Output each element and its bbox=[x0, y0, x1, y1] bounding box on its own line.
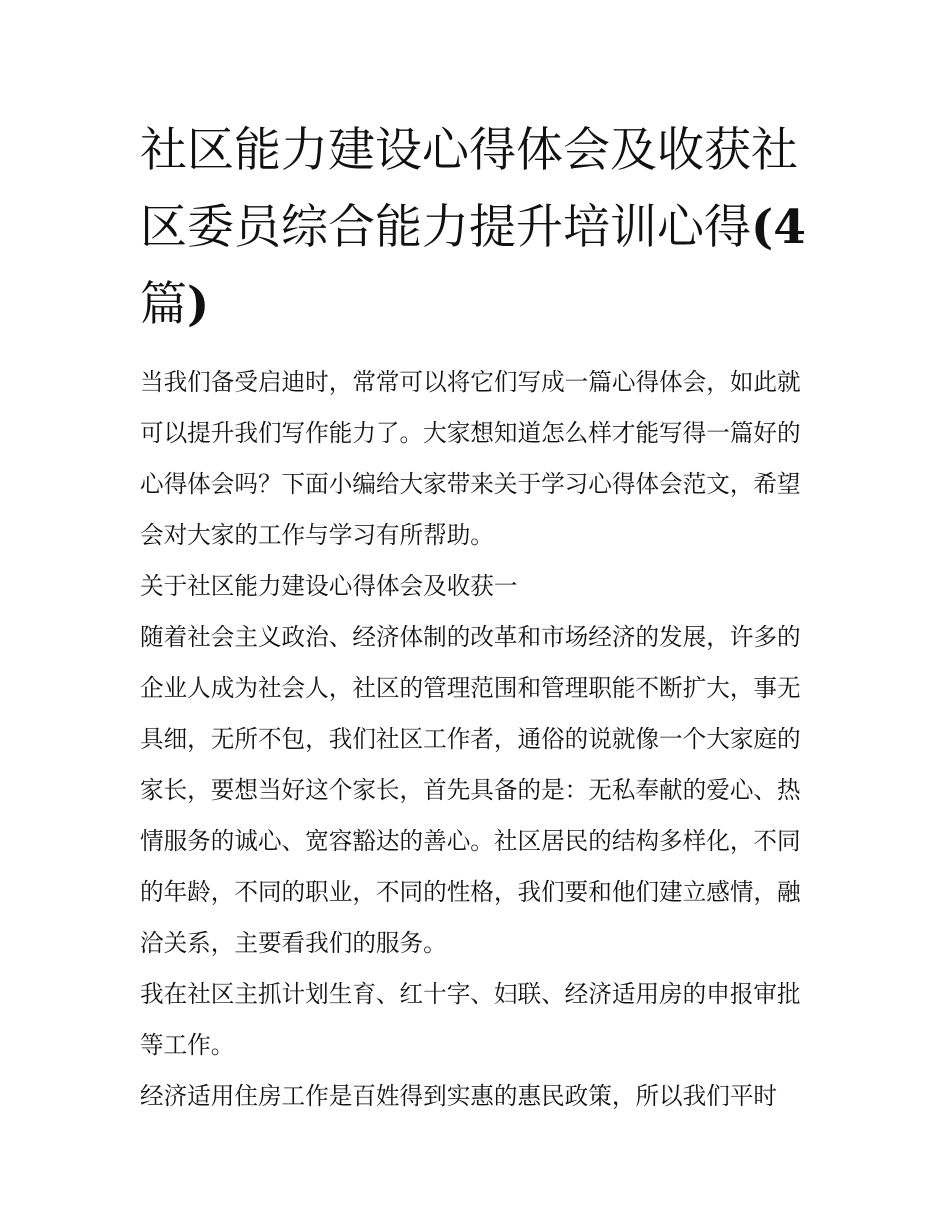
title-count-open: (4 bbox=[751, 200, 806, 255]
body-paragraph: 我在社区主抓计划生育、红十字、妇联、经济适用房的申报审批等工作。 bbox=[140, 980, 801, 1059]
title-count-word: 篇 bbox=[140, 277, 187, 332]
document-page bbox=[140, 112, 815, 1122]
title-count-close: ) bbox=[187, 277, 210, 332]
section-heading: 关于社区能力建设心得体会及收获一 bbox=[140, 572, 518, 600]
title-main-text: 社区能力建设心得体会及收获社区委员综合能力提升培训心得 bbox=[140, 123, 798, 255]
document-title bbox=[140, 112, 815, 343]
body-paragraph: 经济适用住房工作是百姓得到实惠的惠民政策，所以我们平时 bbox=[140, 1082, 778, 1110]
intro-paragraph: 当我们备受启迪时，常常可以将它们写成一篇心得体会，如此就可以提升我们写作能力了。大家想知道怎么样才能写得一篇好的心得体会吗？下面小编给大家带来关于学习心得体会范文，希望会对大家的工作与学习有所帮助。 bbox=[140, 368, 801, 549]
document-body bbox=[140, 357, 815, 1122]
body-paragraph: 随着社会主义政治、经济体制的改革和市场经济的发展，许多的企业人成为社会人，社区的管理范围和管理职能不断扩大，事无具细，无所不包，我们社区工作者，通俗的说就像一个大家庭的家长，要想当好这个家长，首先具备的是：无私奉献的爱心、热情服务的诚心、宽容豁达的善心。社区居民的结构多样化，不同的年龄，不同的职业，不同的性格，我们要和他们建立感情，融洽关系，主要看我们的服务。 bbox=[140, 623, 801, 957]
